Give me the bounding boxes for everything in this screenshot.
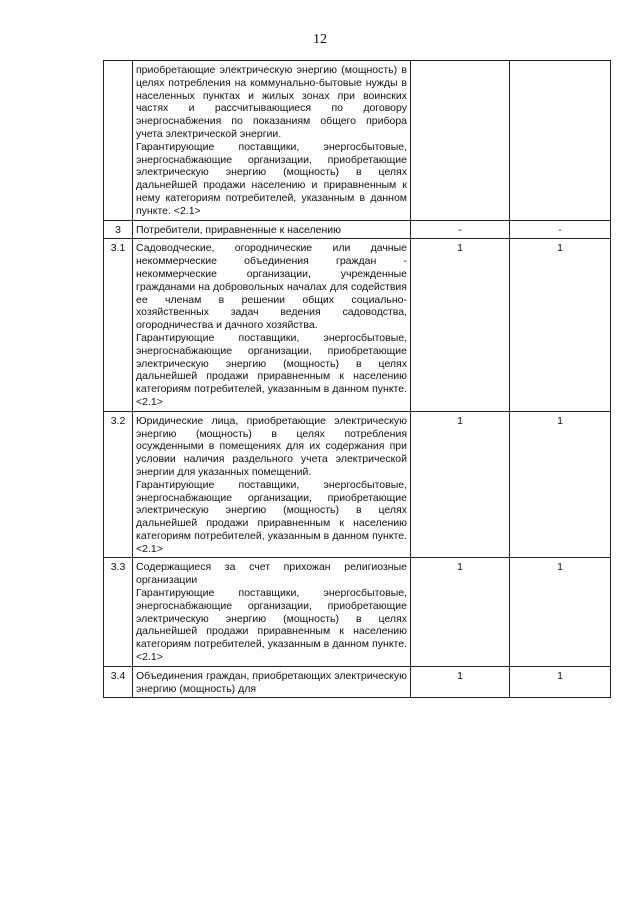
- table-row: [104, 61, 611, 221]
- table-body: [104, 61, 611, 698]
- description-paragraph: Содержащиеся за счет прихожан религиозные организации: [136, 561, 407, 587]
- value-cell-col3: 1: [411, 666, 510, 698]
- row-number-cell: [104, 61, 133, 221]
- description-paragraph: Садоводческие, огороднические или дачные некоммерческие объединения граждан - некоммерческие организации, учрежденные гражданами на добровольных началах для содействия ее членам в решении общих социально-хозяйственных задач ведения садоводства, огородничества и дачного хозяйства.: [136, 242, 407, 332]
- description-paragraph: Юридические лица, приобретающие электрическую энергию (мощность) в целях потребления осужденными в помещениях для их содержания при условии наличия раздельного учета электрической энергии для указанных помещений.: [136, 414, 407, 478]
- value-cell-col3: 1: [411, 411, 510, 558]
- description-cell: [133, 220, 411, 239]
- description-paragraph: Потребители, приравненные к населению: [136, 223, 341, 236]
- row-number-cell: 3.4: [104, 666, 133, 698]
- description-paragraph: Гарантирующие поставщики, энергосбытовые, энергоснабжающие организации, приобретающие электрическую энергию (мощность) в целях дальнейшей продажи приравненным к населению категориям потребителей, указанным в данном пункте. <2.1>: [136, 331, 407, 408]
- value-cell-col4: -: [510, 220, 611, 239]
- row-number-cell: 3: [104, 220, 133, 239]
- tariff-table: [103, 60, 611, 698]
- value-cell-col4: 1: [510, 411, 611, 558]
- description-cell: [133, 239, 411, 411]
- row-number-cell: 3.2: [104, 411, 133, 558]
- value-cell-col4: [510, 61, 611, 221]
- description-paragraph: приобретающие электрическую энергию (мощность) в целях потребления на коммунально-бытовые нужды в населенных пунктах и жилых зонах при воинских частях и рассчитывающиеся по договору энергоснабжения по показаниям общего прибора учета электрической энергии.: [136, 64, 407, 140]
- description-cell: [133, 558, 411, 666]
- table-row: [104, 666, 611, 698]
- value-cell-col3: [411, 61, 510, 221]
- table-row: [104, 411, 611, 558]
- page-number: 12: [313, 32, 327, 47]
- description-cell: [133, 666, 411, 698]
- description-paragraph: Объединения граждан, приобретающих электрическую энергию (мощность) для: [136, 669, 407, 695]
- table-row: [104, 239, 611, 411]
- table-row: [104, 220, 611, 239]
- value-cell-col3: -: [411, 220, 510, 239]
- description-paragraph: Гарантирующие поставщики, энергосбытовые, энергоснабжающие организации, приобретающие электрическую энергию (мощность) в целях дальнейшей продажи приравненным к населению категориям потребителей, указанным в данном пункте. <2.1>: [136, 478, 407, 555]
- value-cell-col4: 1: [510, 558, 611, 666]
- value-cell-col3: 1: [411, 558, 510, 666]
- value-cell-col3: 1: [411, 239, 510, 411]
- description-cell: [133, 61, 411, 221]
- description-paragraph: Гарантирующие поставщики, энергосбытовые, энергоснабжающие организации, приобретающие электрическую энергию (мощность) в целях дальнейшей продажи приравненным к населению категориям потребителей, указанным в данном пункте. <2.1>: [136, 587, 407, 664]
- value-cell-col4: 1: [510, 239, 611, 411]
- row-number-cell: 3.1: [104, 239, 133, 411]
- description-paragraph: Гарантирующие поставщики, энергосбытовые, энергоснабжающие организации, приобретающие электрическую энергию (мощность) в целях дальнейшей продажи населению и приравненным к нему категориям потребителей, указанным в данном пункте. <2.1>: [136, 140, 407, 217]
- table-row: [104, 558, 611, 666]
- row-number-cell: 3.3: [104, 558, 133, 666]
- value-cell-col4: 1: [510, 666, 611, 698]
- description-cell: [133, 411, 411, 558]
